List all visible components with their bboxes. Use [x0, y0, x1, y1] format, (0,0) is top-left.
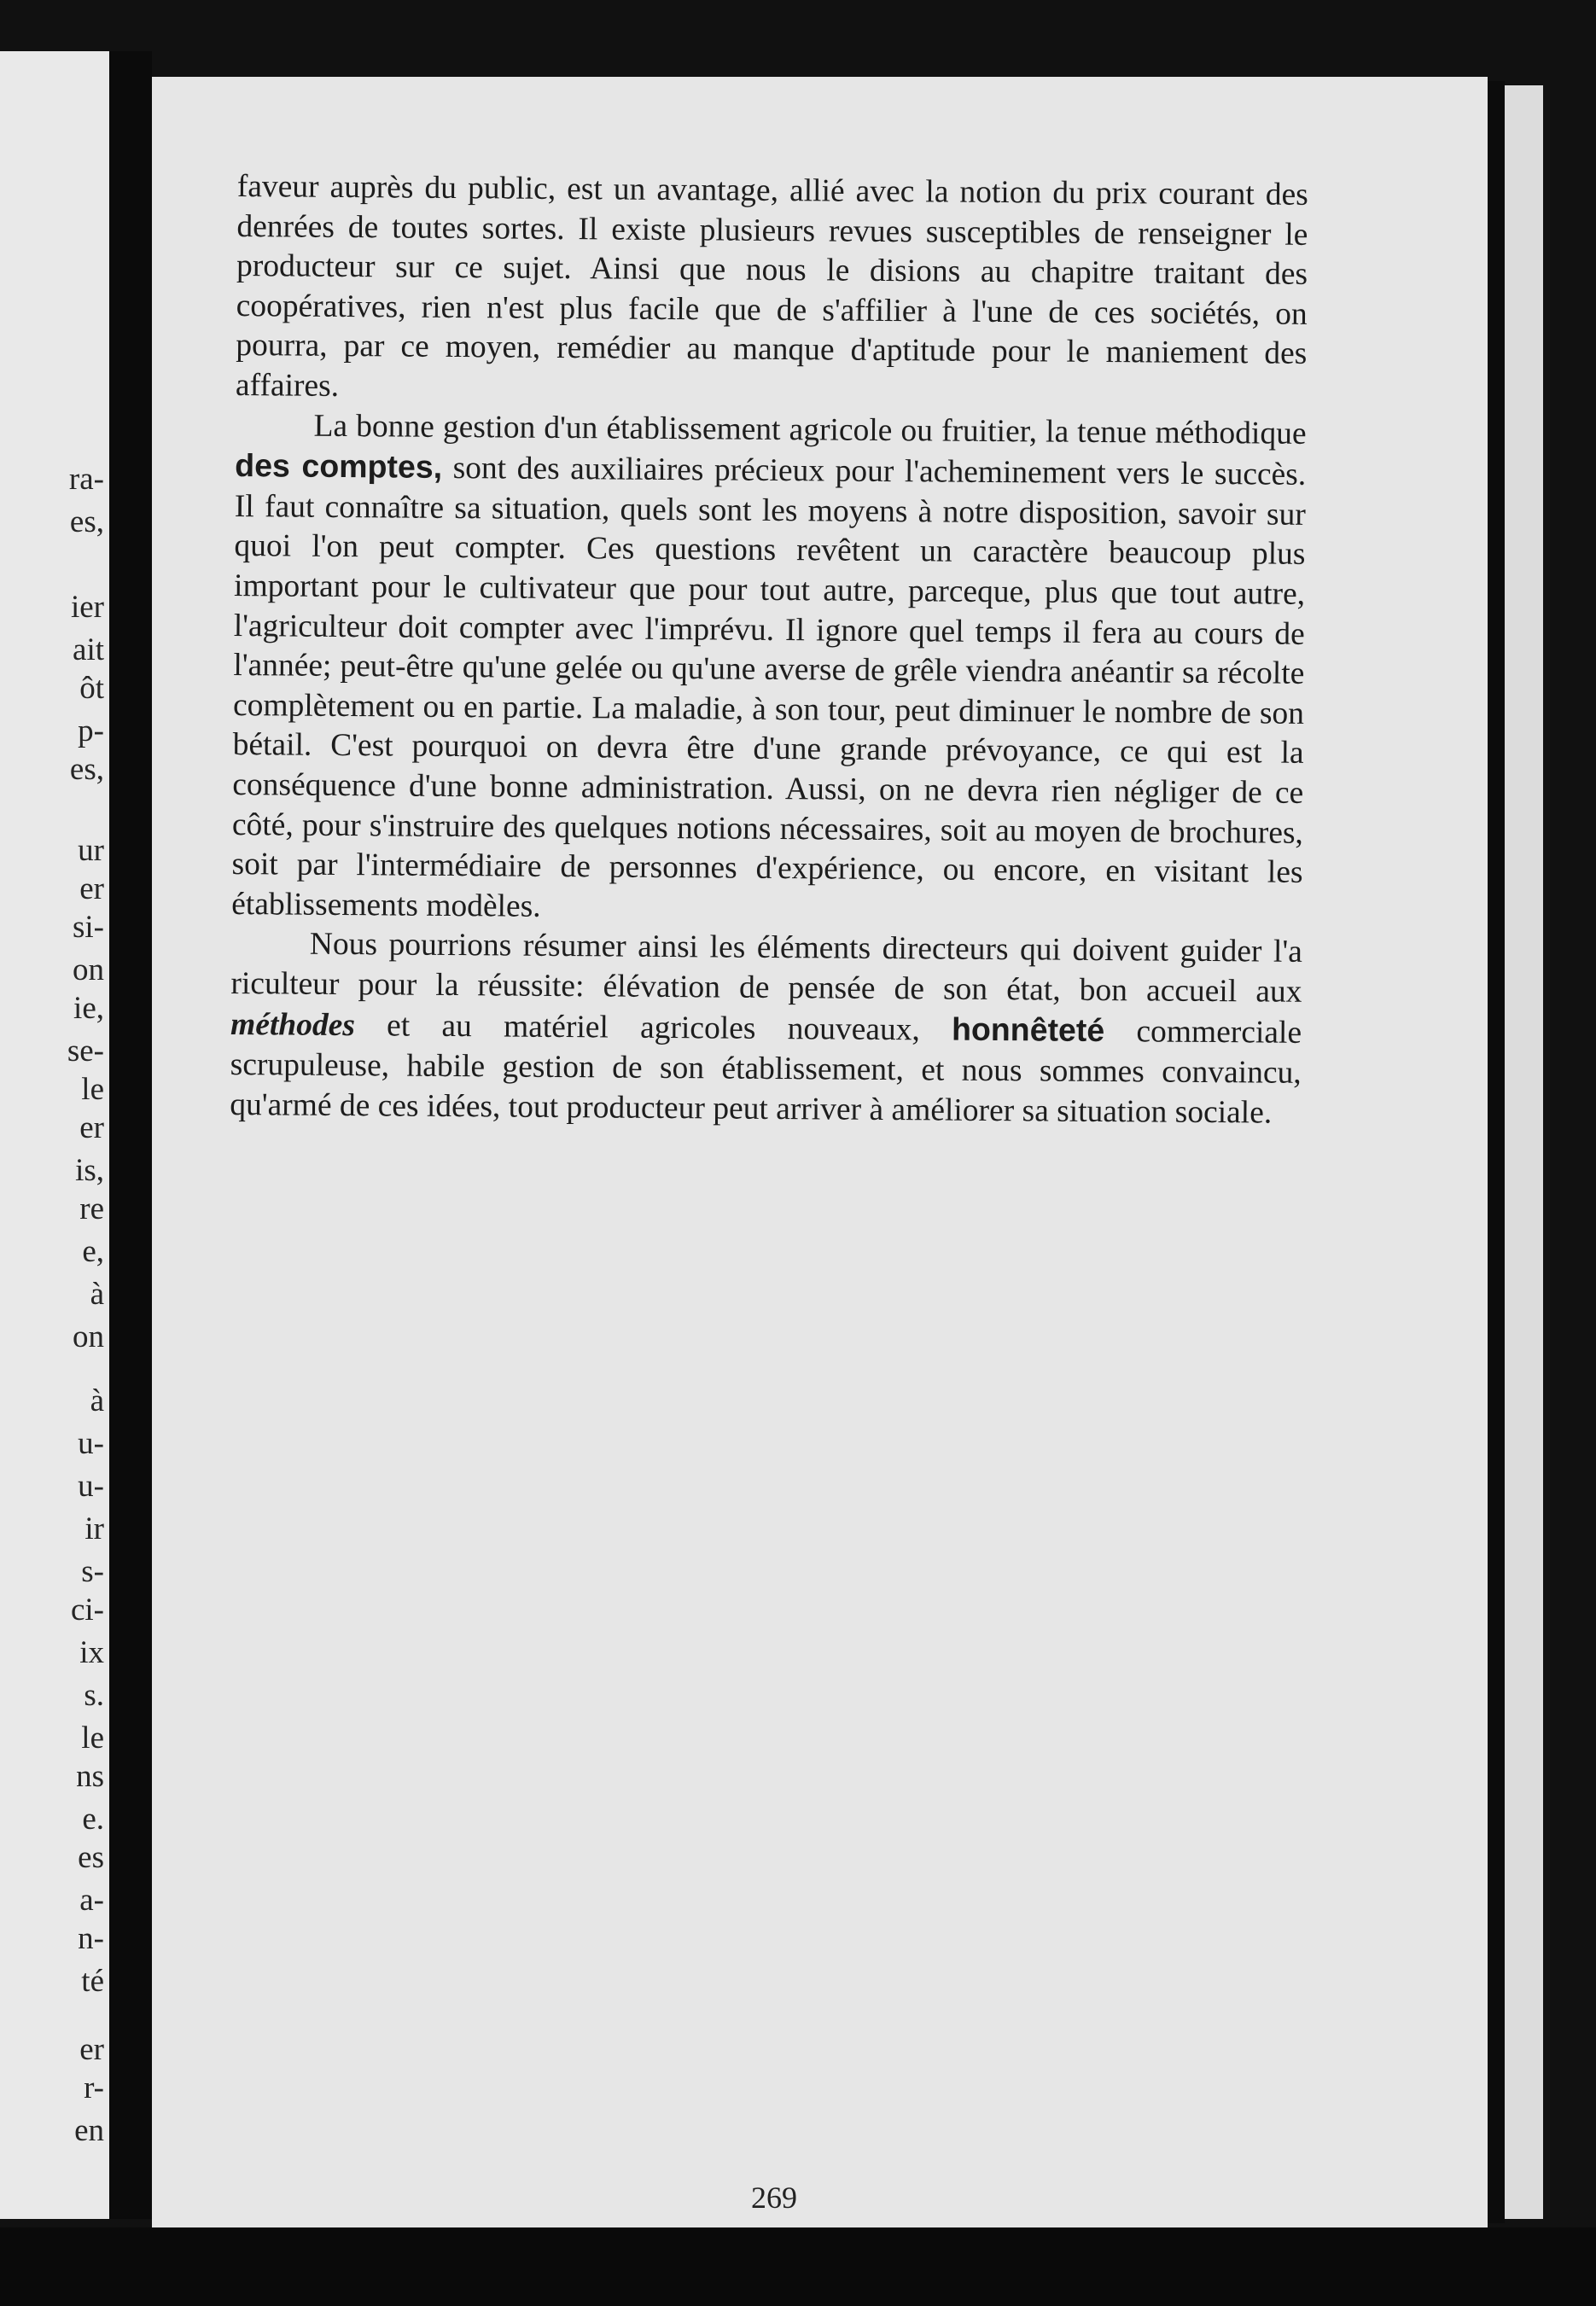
paragraph-3-bold-term: honnêteté [951, 1011, 1105, 1049]
left-page-fragment: u- [78, 1469, 104, 1504]
left-page-fragment: n- [78, 1921, 104, 1956]
left-page-fragment: ôt [79, 671, 104, 706]
left-page-fragment: r- [84, 2070, 104, 2105]
left-page-fragment: si- [73, 910, 104, 945]
left-page-fragment: ir [84, 1511, 104, 1546]
left-page-fragment: on [73, 1319, 104, 1354]
paragraph-2-text-b: sont des auxiliaires précieux pour l'acheminement vers le succès. Il faut connaître sa situation, quels sont les moyens à notre disposition, savoir sur quoi l'on peut compter. Ces questions revêtent un caractère beaucoup plus important pour le cultivateur que pour tout autre, parceque, plus que tout autre, l'agriculteur doit compter avec l'imprévu. Il ignore quel temps il fera au cours de l'année; peut-être qu'une gelée ou qu'une averse de grêle viendra anéantir sa récolte complètement ou en partie. La maladie, à son tour, peut diminuer le nombre de son bétail. C'est pourquoi on devra être d'une grande prévoyance, ce qui est la conséquence d'une bonne administration. Aussi, on ne devra rien négliger de ce côté, pour s'instruire des quelques notions nécessaires, soit au moyen de brochures, soit par l'intermédiaire de personnes d'expérience, ou encore, en visitant les établissements modèles. [231, 451, 1307, 924]
next-page-edge [1505, 85, 1543, 2219]
left-page-fragment: té [81, 1964, 104, 1999]
left-page-fragment: er [79, 2032, 104, 2067]
left-page-fragment: e. [82, 1802, 104, 1837]
left-page-fragment: es [78, 1840, 104, 1875]
left-page-fragment: ns [76, 1759, 104, 1794]
left-page-fragment: on [73, 952, 104, 987]
paragraph-3-text-c: commerciale scrupuleuse, habile gestion de son établissement, et nous sommes convaincu, qu'armé de ces idées, tout producteur peut arriver à améliorer sa situation sociale. [230, 1014, 1302, 1131]
page-number-text: 269 [751, 2181, 797, 2215]
paragraph-3-text-b: et au matériel agricoles nouveaux, [354, 1008, 952, 1049]
left-page-fragment: ur [78, 833, 104, 868]
book-gutter [109, 51, 152, 2219]
paragraph-2-text-a: La bonne gestion d'un établissement agricole ou fruitier, la tenue méthodique [313, 408, 1307, 451]
left-page-fragment: p- [78, 713, 104, 748]
left-page-fragment: ie, [73, 991, 104, 1026]
left-page-fragment: es, [69, 504, 104, 539]
left-page-fragment: ci- [70, 1593, 104, 1628]
left-page-fragment: e, [82, 1234, 104, 1269]
paragraph-2-bold-term: des comptes, [235, 447, 443, 486]
left-page-fragment: se- [67, 1034, 104, 1069]
left-page-fragment: s. [84, 1678, 104, 1713]
left-page-fragment: ra- [68, 462, 104, 497]
paragraph-2 [231, 406, 1307, 934]
left-page-fragment: le [81, 1721, 104, 1756]
paragraph-3 [230, 924, 1302, 1133]
left-page-fragment: a- [79, 1883, 104, 1918]
left-page-fragment: en [74, 2113, 104, 2148]
left-page-fragment: ix [79, 1635, 104, 1670]
left-page-fragment: ier [70, 590, 104, 625]
left-page-fragment: re [79, 1191, 104, 1226]
left-page-fragment: er [79, 871, 104, 906]
left-page-fragment: es, [69, 752, 104, 787]
left-page-fragment: u- [78, 1426, 104, 1461]
left-page-fragment: is, [75, 1153, 104, 1188]
left-page-fragment: à [90, 1383, 104, 1418]
left-facing-page [0, 51, 109, 2219]
left-page-fragment: ait [73, 632, 104, 667]
body-text [230, 167, 1308, 1133]
paragraph-1-text: faveur auprès du public, est un avantage, allié avec la notion du prix courant des denrées de toutes sortes. Il existe plusieurs revues susceptibles de renseigner le producteur sur ce sujet. Ainsi que nous le disions au chapitre traitant des coopératives, rien n'est plus facile que de s'affilier à l'une de ces sociétés, on pourra, par ce moyen, remédier au manque d'aptitude pour le maniement des affaires. [235, 168, 1308, 404]
scan-bottom-border [0, 2227, 1596, 2306]
left-page-fragment: s- [81, 1554, 104, 1589]
page-edge-shadow [1488, 81, 1505, 2223]
paragraph-1 [236, 167, 1308, 414]
left-page-fragment: er [79, 1110, 104, 1145]
left-page-fragment: à [90, 1277, 104, 1312]
left-page-fragment: le [81, 1072, 104, 1107]
paragraph-3-italic-term: méthodes [230, 1007, 356, 1044]
paragraph-3-text-a: Nous pourrions résumer ainsi les éléments directeurs qui doivent guider l'a riculteur pour la réussite: élévation de pensée de son état, bon accueil aux [230, 926, 1302, 1010]
page-number [0, 2180, 1596, 2216]
